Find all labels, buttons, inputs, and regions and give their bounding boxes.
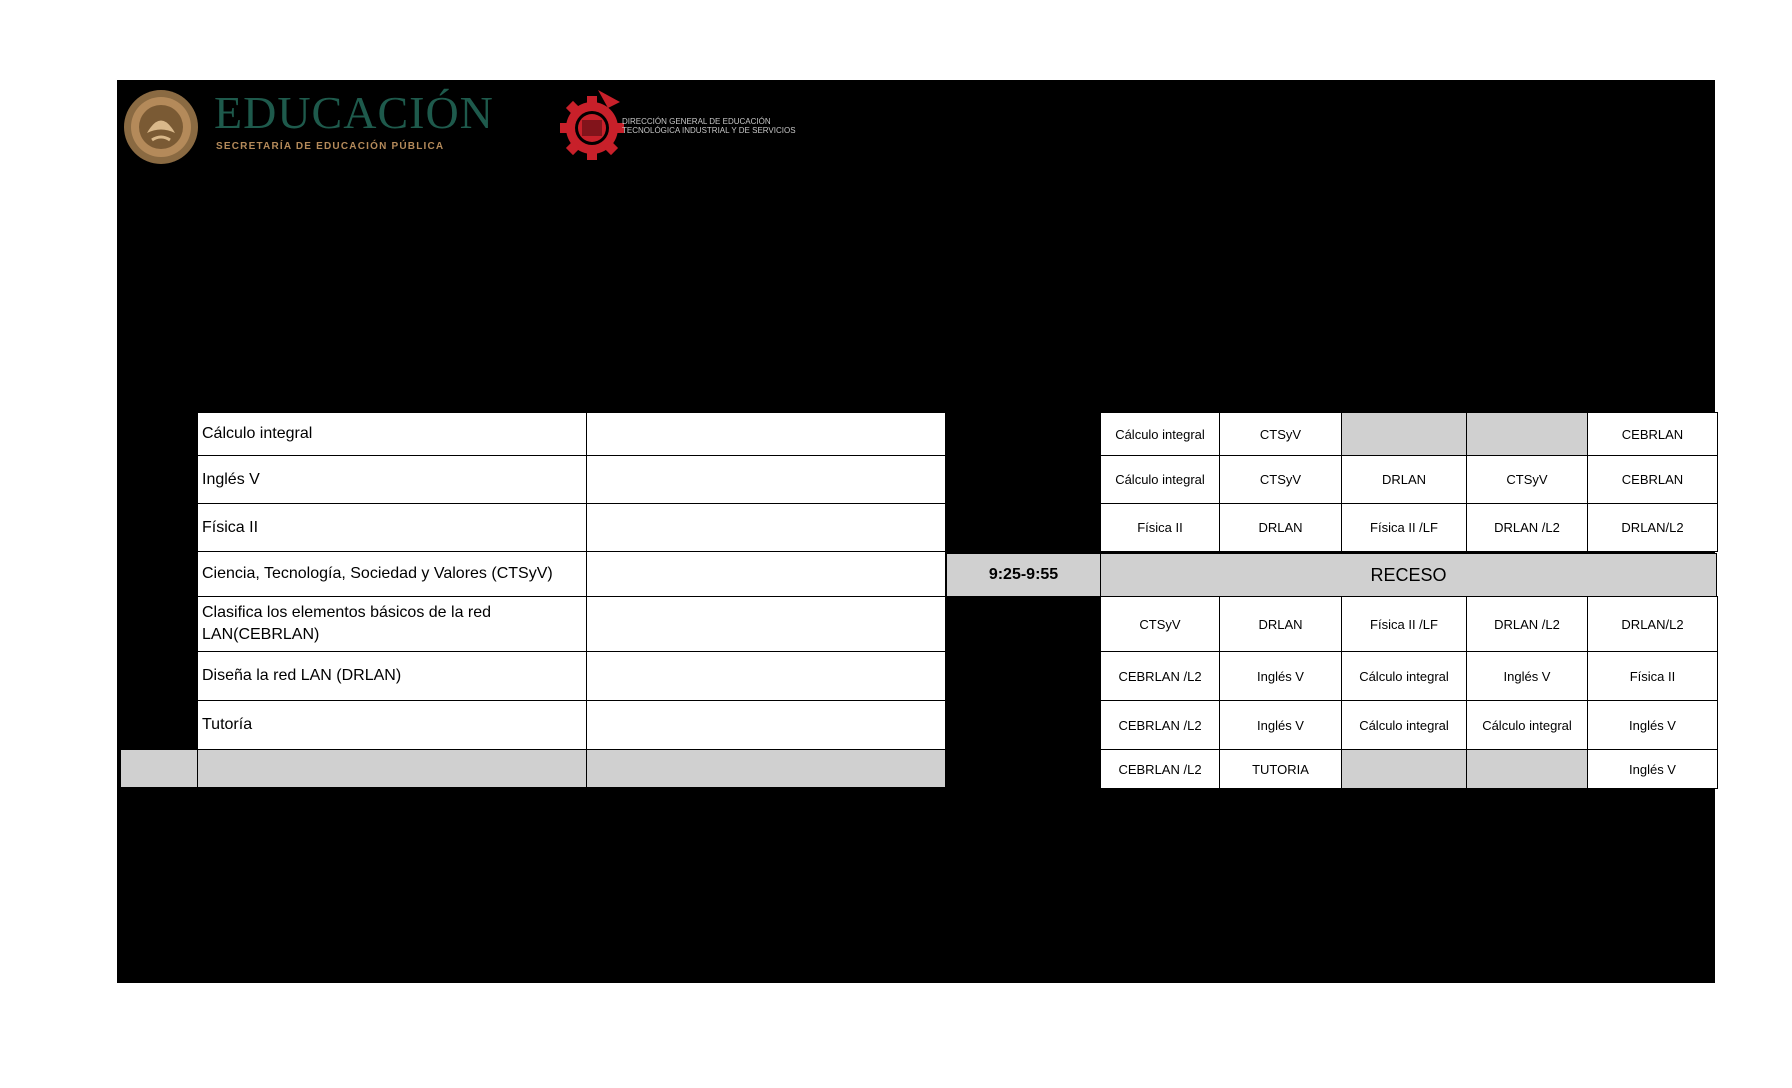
subject-footer-blank [586, 749, 946, 788]
schedule-cell: Física II /LF [1341, 596, 1467, 652]
schedule-cell: Inglés V [1587, 749, 1718, 789]
schedule-cell: Inglés V [1587, 700, 1718, 750]
schedule-cell: DRLAN [1219, 503, 1342, 552]
schedule-cell: Física II [1587, 651, 1718, 701]
subject-name: Tutoría [197, 700, 587, 750]
schedule-cell: DRLAN [1341, 455, 1467, 504]
schedule-cell: CTSyV [1100, 596, 1220, 652]
schedule-cell: CEBRLAN /L2 [1100, 651, 1220, 701]
subject-blank [586, 551, 946, 597]
schedule-cell [1341, 749, 1467, 789]
sep-subtitle: SECRETARÍA DE EDUCACIÓN PÚBLICA [216, 141, 445, 152]
sep-logo [122, 86, 512, 166]
schedule-cell: CTSyV [1219, 412, 1342, 456]
schedule-cell [1341, 412, 1467, 456]
schedule-cell [1466, 412, 1588, 456]
subject-name: Física II [197, 503, 587, 552]
subject-blank [586, 503, 946, 552]
subject-footer-name [197, 749, 587, 788]
dgeti-text [622, 117, 796, 135]
subject-name: Inglés V [197, 455, 587, 504]
schedule-cell: CTSyV [1466, 455, 1588, 504]
dgeti-gear-icon [558, 88, 628, 164]
schedule-cell: CEBRLAN [1587, 455, 1718, 504]
subject-blank [586, 651, 946, 701]
dgeti-line-1: DIRECCIÓN GENERAL DE EDUCACIÓN [622, 117, 771, 126]
subject-name: Ciencia, Tecnología, Sociedad y Valores (CTSyV) [197, 551, 587, 597]
schedule-cell: DRLAN /L2 [1466, 596, 1588, 652]
schedule-cell: CTSyV [1219, 455, 1342, 504]
subject-blank [586, 596, 946, 652]
subject-name: Clasifica los elementos básicos de la red LAN(CEBRLAN) [197, 596, 587, 652]
schedule-cell: DRLAN [1219, 596, 1342, 652]
dgeti-logo [558, 88, 818, 164]
schedule-cell: Cálculo integral [1466, 700, 1588, 750]
schedule-cell: Inglés V [1466, 651, 1588, 701]
subject-blank [586, 412, 946, 456]
schedule-cell [1466, 749, 1588, 789]
schedule-cell: Inglés V [1219, 651, 1342, 701]
subject-blank [586, 455, 946, 504]
sep-title: EDUCACIÓN [214, 87, 494, 138]
subject-name: Cálculo integral [197, 412, 587, 456]
schedule-cell: DRLAN/L2 [1587, 596, 1718, 652]
schedule-cell: DRLAN /L2 [1466, 503, 1588, 552]
recess-time: 9:25-9:55 [946, 553, 1101, 597]
subject-name: Diseña la red LAN (DRLAN) [197, 651, 587, 701]
schedule-cell: CEBRLAN /L2 [1100, 700, 1220, 750]
schedule-cell: CEBRLAN /L2 [1100, 749, 1220, 789]
schedule-cell: Inglés V [1219, 700, 1342, 750]
schedule-cell: Cálculo integral [1100, 412, 1220, 456]
schedule-cell: Cálculo integral [1341, 700, 1467, 750]
schedule-cell: Física II /LF [1341, 503, 1467, 552]
schedule-cell: TUTORIA [1219, 749, 1342, 789]
subject-blank [586, 700, 946, 750]
dgeti-line-2: TECNOLÓGICA INDUSTRIAL Y DE SERVICIOS [622, 126, 796, 135]
schedule-cell: Cálculo integral [1341, 651, 1467, 701]
schedule-cell: DRLAN/L2 [1587, 503, 1718, 552]
subject-footer-left [120, 749, 198, 788]
schedule-cell: CEBRLAN [1587, 412, 1718, 456]
schedule-cell: Física II [1100, 503, 1220, 552]
recess-label: RECESO [1100, 553, 1717, 597]
schedule-cell: Cálculo integral [1100, 455, 1220, 504]
mexican-seal-icon [122, 88, 200, 166]
